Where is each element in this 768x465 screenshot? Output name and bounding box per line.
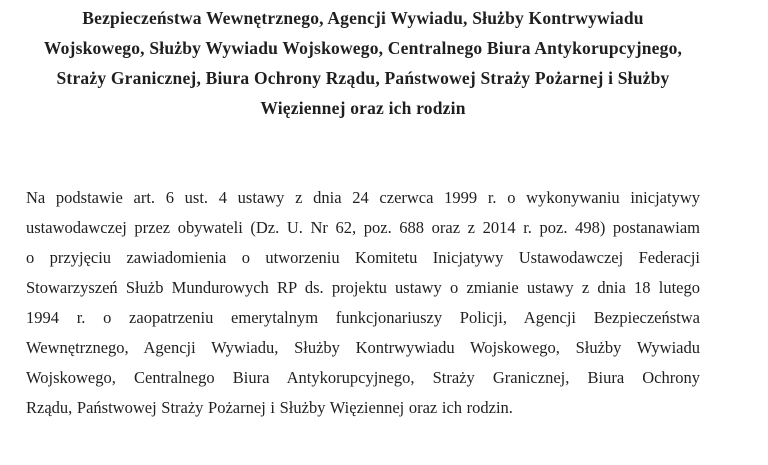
heading-line: Bezpieczeństwa Wewnętrznego, Agencji Wywiadu, Służby Kontrwywiadu	[82, 8, 644, 28]
document-paragraph	[26, 183, 700, 423]
body-line: o przyjęciu zawiadomienia o utworzeniu Komitetu Inicjatywy Ustawodawczej Federacji	[26, 248, 700, 267]
body-line: 1994 r. o zaopatrzeniu emerytalnym funkcjonariuszy Policji, Agencji Bezpieczeństwa	[26, 308, 700, 327]
heading-line: Wojskowego, Służby Wywiadu Wojskowego, Centralnego Biura Antykorupcyjnego,	[43, 38, 683, 58]
document-content	[26, 0, 700, 423]
body-line: Rządu, Państwowej Straży Pożarnej i Służby Więziennej oraz ich rodzin.	[26, 398, 513, 417]
body-line: Wewnętrznego, Agencji Wywiadu, Służby Kontrwywiadu Wojskowego, Służby Wywiadu	[26, 338, 700, 357]
body-line: Na podstawie art. 6 ust. 4 ustawy z dnia 24 czerwca 1999 r. o wykonywaniu inicjatywy	[26, 188, 700, 207]
body-line: ustawodawczej przez obywateli (Dz. U. Nr 62, poz. 688 oraz z 2014 r. poz. 498) postanawiam	[26, 218, 700, 237]
heading-line: Więziennej oraz ich rodzin	[260, 98, 466, 118]
body-line: Wojskowego, Centralnego Biura Antykorupcyjnego, Straży Granicznej, Biura Ochrony	[26, 368, 700, 387]
body-line: Stowarzyszeń Służb Mundurowych RP ds. projektu ustawy o zmianie ustawy z dnia 18 lutego	[26, 278, 700, 297]
document-heading	[26, 3, 700, 123]
heading-line: Straży Granicznej, Biura Ochrony Rządu, Państwowej Straży Pożarnej i Służby	[56, 68, 670, 88]
